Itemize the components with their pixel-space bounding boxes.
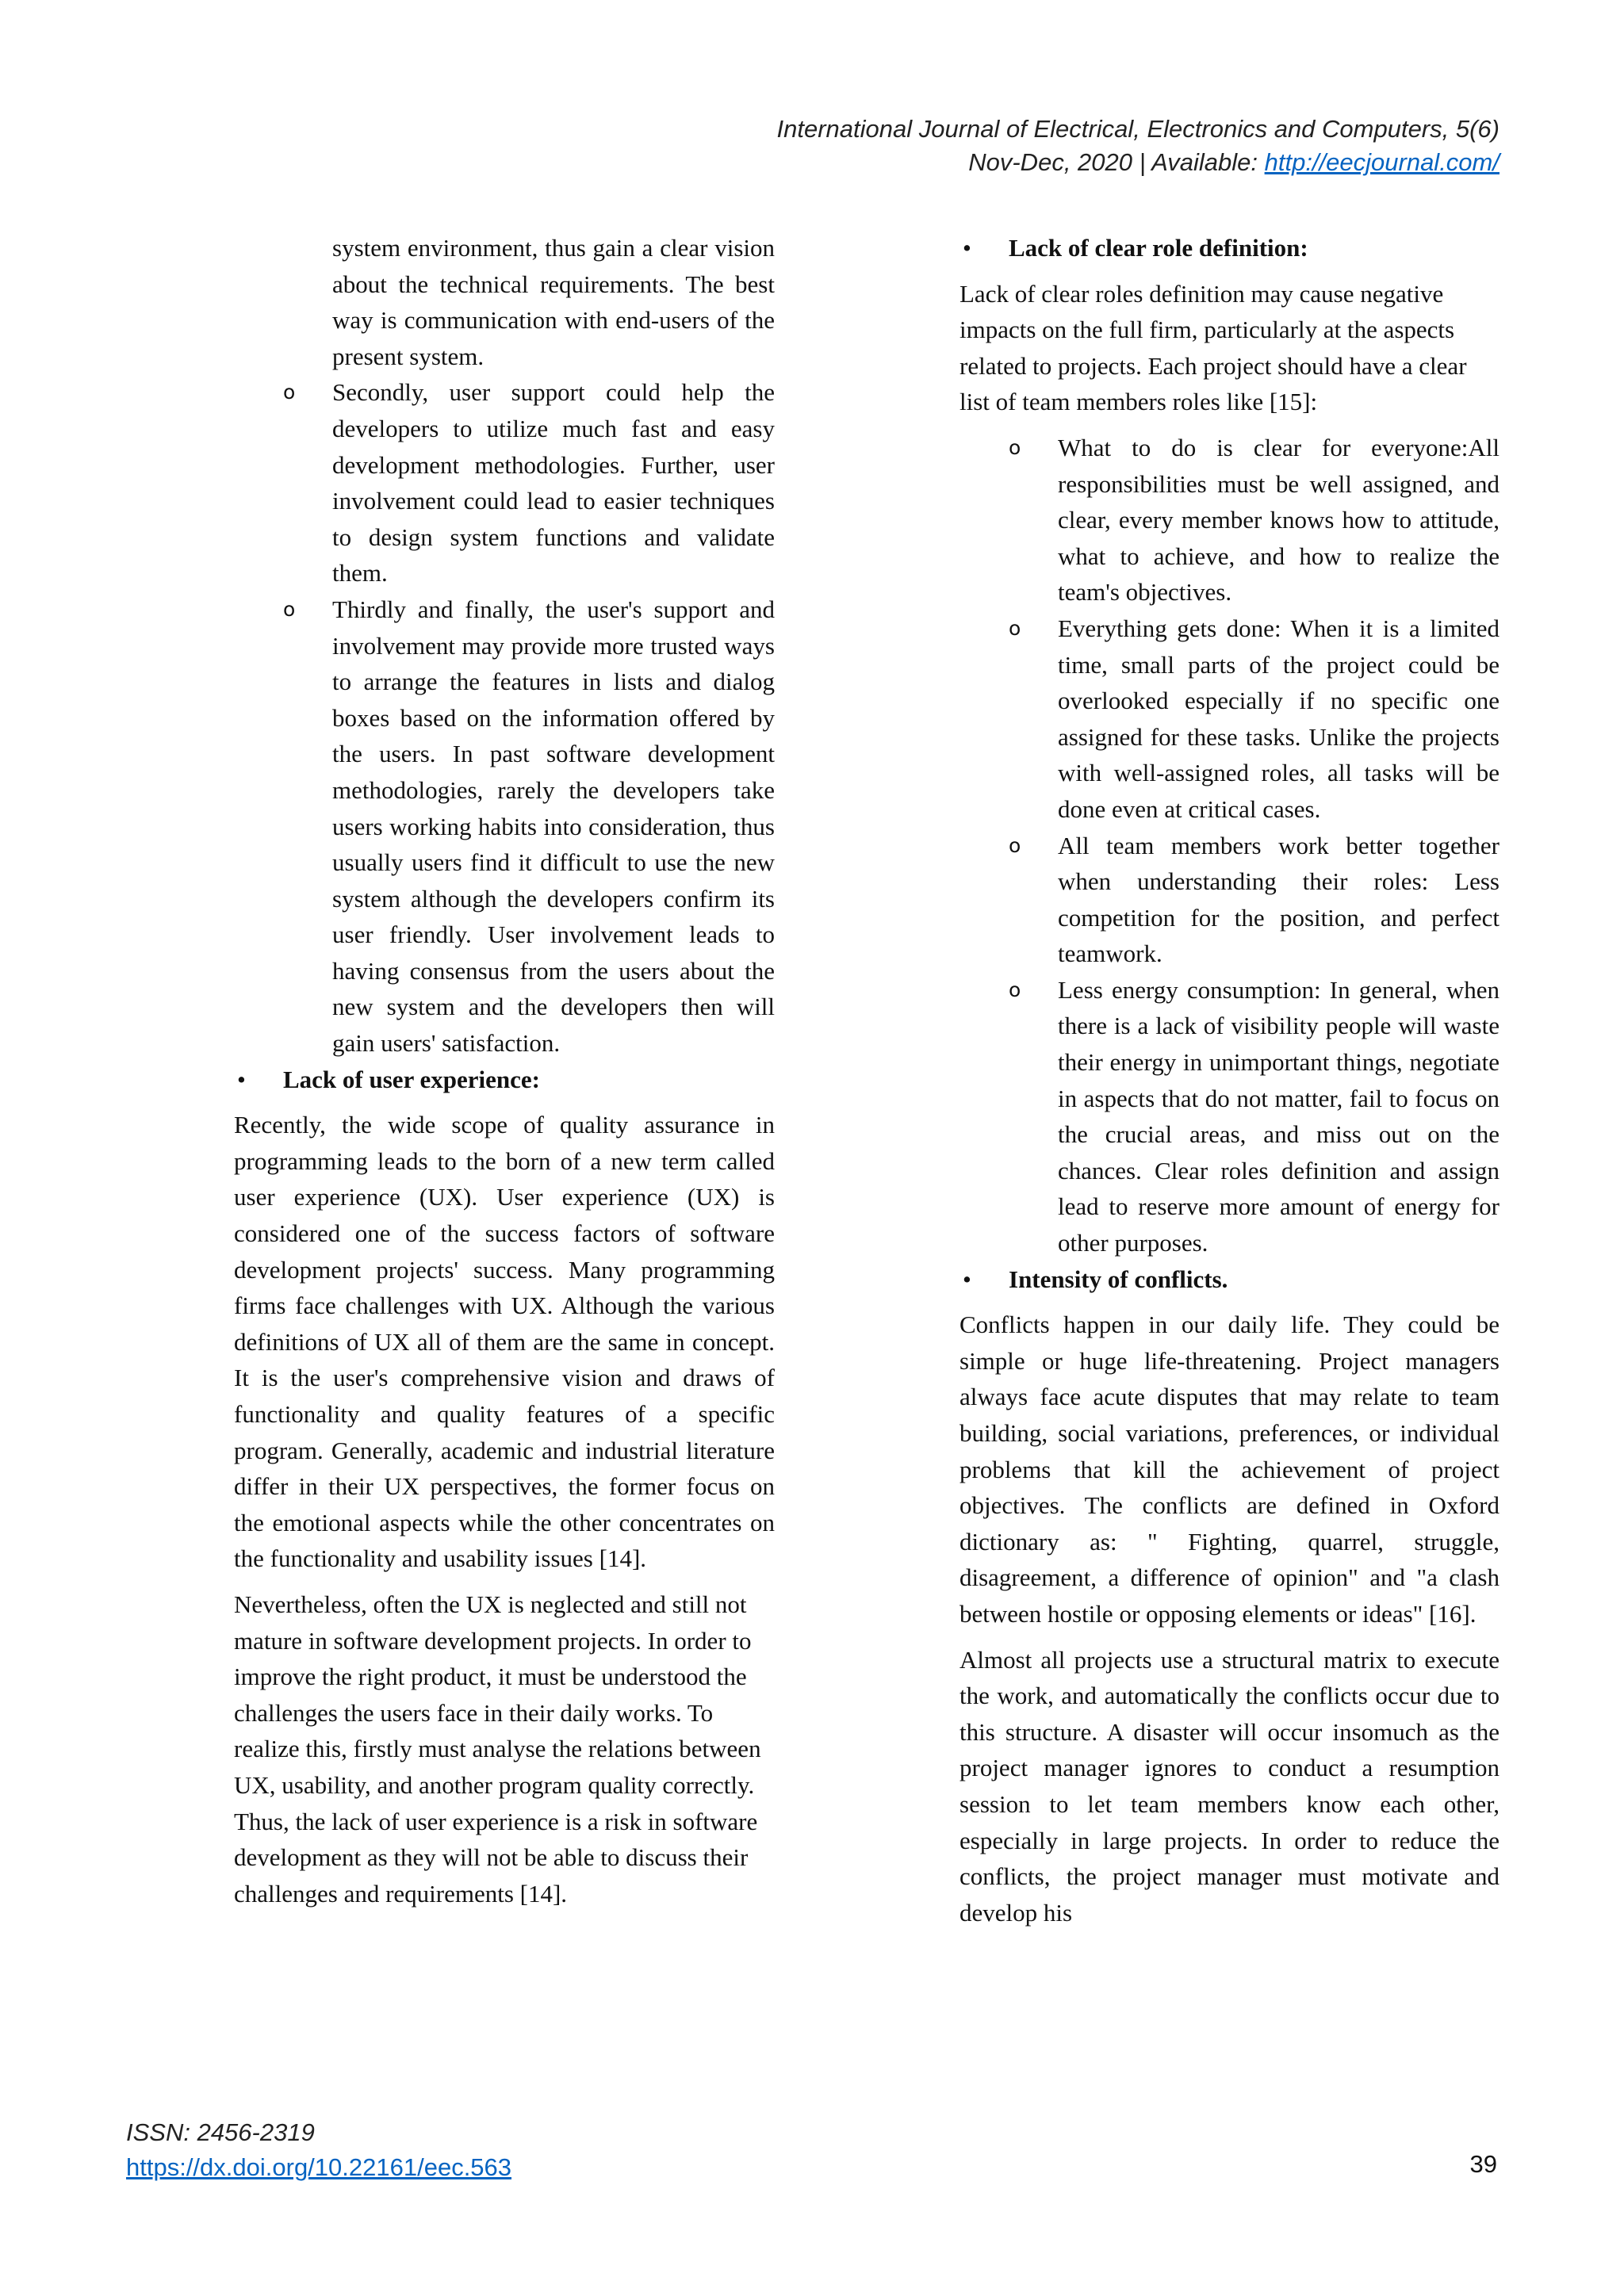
sub-item-text: Less energy consumption: In general, when there is a lack of visibility people will waste their energy in unimportant things, negotiate in aspects that do not matter, fail to focus on the crucial areas, and miss out on the chances. Clear roles definition and assign lead to reserve more amount of energy for other purposes. [1058,975,1500,1257]
sub-item-text: Everything gets done: When it is a limited time, small parts of the project could be overlooked especially if no specific one assigned for these tasks. Unlike the projects with well-assigned roles, all tasks will be done even at critical cases. [1058,614,1500,823]
section-bullet-role-definition [959,230,1500,266]
paragraph: Almost all projects use a structural matrix to execute the work, and automatically the conflicts occur due to this structure. A disaster will occur insomuch as the project manager ignores to conduct a resumption session to let team members know each other, especially in large projects. In order to reduce the conflicts, the project manager must motivate and develop his [959,1645,1500,1927]
issn-label: ISSN: 2456-2319 [126,2118,315,2146]
paragraph: Nevertheless, often the UX is neglected and still not mature in software development projects. In order to improve the right product, it must be understood the challenges the users face in their daily works. To realize this, firstly must analyse the relations between UX, usability, and another program quality correctly. Thus, the lack of user experience is a risk in software development as they will not be able to discuss their challenges and requirements [14]. [234,1590,761,1908]
page-number: 39 [1469,2150,1497,2178]
circle-bullet-icon: o [1009,616,1021,640]
sub-item-what-to-do [959,430,1500,610]
circle-bullet-icon: o [283,597,296,621]
section-bullet-conflicts [959,1261,1500,1298]
circle-bullet-icon: o [1009,435,1021,459]
bullet-dot-icon: • [963,1265,971,1293]
sub-item-text: All team members work better together when understanding their roles: Less competition for the position, and perfect teamwork. [1058,831,1500,968]
journal-header [777,113,1500,179]
circle-bullet-icon: o [283,381,296,404]
journal-link[interactable]: http://eecjournal.com/ [1264,148,1500,176]
sub-item-secondly [234,374,775,591]
section-bullet-user-experience [234,1062,775,1098]
sub-item-energy [959,972,1500,1261]
sub-item-thirdly [234,591,775,1062]
sub-item-everything-done [959,610,1500,828]
circle-bullet-icon: o [1009,833,1021,857]
journal-title: International Journal of Electrical, Electronics and Computers, 5(6) [776,115,1500,143]
bullet-dot-icon: • [963,234,971,262]
sub-item-text: Secondly, user support could help the developers to utilize much fast and easy development methodologies. Further, user involvement could lead to easier techniques to design system functions and validate them. [332,378,775,587]
doi-link[interactable]: https://dx.doi.org/10.22161/eec.563 [126,2153,512,2181]
section-heading: Lack of user experience: [283,1065,540,1093]
paragraph: Recently, the wide scope of quality assurance in programming leads to the born of a new term called user experience (UX). User experience (UX) is considered one of the success factors of software development projects' success. Many programming firms face challenges with UX. Although the various definitions of UX all of them are the same in concept. It is the user's comprehensive vision and draws of functionality and quality features of a specific program. Generally, academic and industrial literature differ in their UX perspectives, the former focus on the emotional aspects while the other concentrates on the functionality and usability issues [14]. [234,1111,775,1573]
paragraph: Lack of clear roles definition may cause negative impacts on the full firm, particularly at the aspects related to projects. Each project should have a clear list of team members roles like [15]: [959,279,1467,416]
circle-bullet-icon: o [1009,978,1021,1001]
right-column [959,230,1500,1931]
left-column [234,230,775,1911]
section-heading: Intensity of conflicts. [1009,1265,1228,1293]
sub-item-team-members [959,828,1500,972]
bullet-dot-icon: • [237,1065,246,1093]
sub-item-text: Thirdly and finally, the user's support and involvement may provide more trusted ways to arrange the features in lists and dialog boxes based on the information offered by the users. In past software development methodologies, rarely the developers take users working habits into consideration, thus usually users find it difficult to use the new system although the developers confirm its user friendly. User involvement leads to having consensus from the users about the new system and the developers then will gain users' satisfaction. [332,595,775,1058]
paragraph: Conflicts happen in our daily life. They could be simple or huge life-threatening. Project managers always face acute disputes that may relate to team building, social variations, preferences, or individual problems that kill the achievement of project objectives. The conflicts are defined in Oxford dictionary as: " Fighting, quarrel, struggle, disagreement, a difference of opinion" and "a clash between hostile or opposing elements or ideas" [16]. [959,1311,1500,1628]
page-footer [126,2115,511,2185]
issue-date-label: Nov-Dec, 2020 | Available: [968,148,1265,176]
section-heading: Lack of clear role definition: [1009,234,1308,262]
sub-item-text: What to do is clear for everyone:All responsibilities must be well assigned, and clear, every member knows how to attitude, what to achieve, and how to realize the team's objectives. [1058,433,1500,607]
journal-issue-line [777,146,1500,179]
continued-sub-item-text: system environment, thus gain a clear vision about the technical requirements. The best way is communication with end-users of the present system. [332,234,775,370]
